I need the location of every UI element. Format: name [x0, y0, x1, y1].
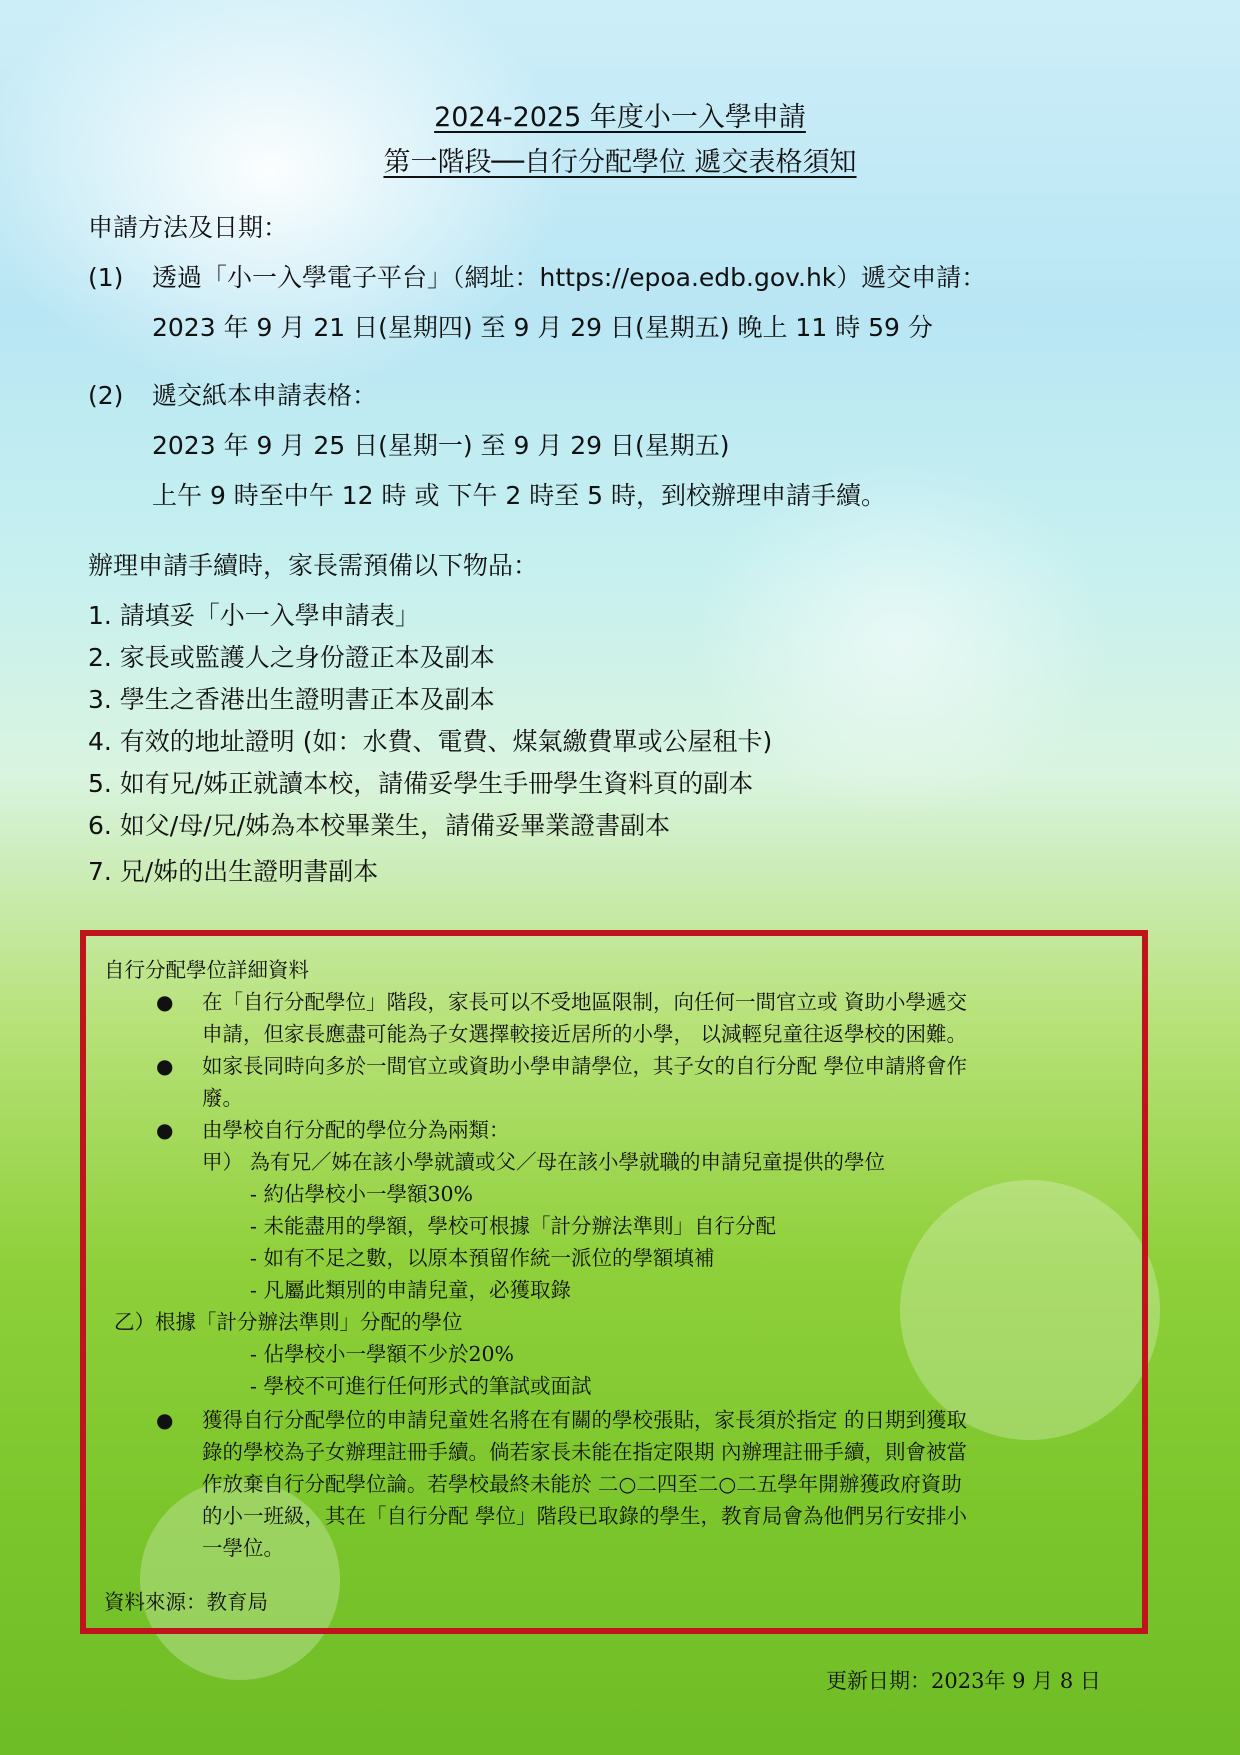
method-2-text: 遞交紙本申請表格：	[152, 381, 378, 410]
details-paragraph: 的小一班級，其在「自行分配 學位」階段已取錄的學生，教育局會為他們另行安排小	[202, 1504, 968, 1528]
method-2	[88, 376, 377, 412]
list-item: 4. 有效的地址證明 (如：水費、電費、煤氣繳費單或公屋租卡)	[88, 727, 773, 756]
list-item: 2. 家長或監護人之身份證正本及副本	[88, 643, 495, 672]
page-title: 2024-2025 年度小一入學申請	[434, 102, 806, 133]
category-a-item: - 約佔學校小一學額30%	[250, 1182, 474, 1206]
details-paragraph: 廢。	[202, 1086, 243, 1110]
list-item: 6. 如父/母/兄/姊為本校畢業生，請備妥畢業證書副本	[88, 811, 671, 840]
method-1-date: 2023 年 9 月 21 日(星期四) 至 9 月 29 日(星期五) 晚上 11 時 59 分	[152, 313, 933, 342]
category-a-item: - 如有不足之數，以原本預留作統一派位的學額填補	[250, 1246, 715, 1270]
category-b-item: - 學校不可進行任何形式的筆試或面試	[250, 1374, 592, 1398]
page-subtitle: 第一階段──自行分配學位 遞交表格須知	[383, 147, 857, 178]
details-paragraph: 錄的學校為子女辦理註冊手續。倘若家長未能在指定限期 內辦理註冊手續，則會被當	[202, 1440, 968, 1464]
method-1-number: (1)	[88, 263, 124, 292]
application-heading: 申請方法及日期：	[88, 213, 289, 242]
source-note: 資料來源：教育局	[104, 1590, 268, 1614]
method-1-text: 透過「小一入學電子平台」（網址：https://epoa.edb.gov.hk）遞交申請：	[152, 263, 987, 292]
bullet-icon: ●	[156, 1118, 174, 1142]
details-paragraph: 在「自行分配學位」階段，家長可以不受地區限制，向任何一間官立或 資助小學遞交	[202, 990, 968, 1014]
bullet-icon: ●	[156, 990, 174, 1014]
details-heading: 自行分配學位詳細資料	[104, 958, 309, 982]
list-item: 3. 學生之香港出生證明書正本及副本	[88, 685, 495, 714]
method-2-date: 2023 年 9 月 25 日(星期一) 至 9 月 29 日(星期五)	[152, 431, 730, 460]
update-date: 更新日期：2023年 9 月 8 日	[826, 1669, 1101, 1693]
list-item: 7. 兄/姊的出生證明書副本	[88, 857, 379, 886]
method-2-number: (2)	[88, 381, 124, 410]
details-paragraph: 如家長同時向多於一間官立或資助小學申請學位，其子女的自行分配 學位申請將會作	[202, 1054, 968, 1078]
category-a-title: 甲） 為有兄／姊在該小學就讀或父／母在該小學就職的申請兒童提供的學位	[202, 1150, 886, 1174]
details-box	[80, 930, 1148, 1634]
method-1	[88, 258, 986, 294]
category-a-item: - 未能盡用的學額，學校可根據「計分辦法準則」自行分配	[250, 1214, 776, 1238]
method-2-time: 上午 9 時至中午 12 時 或 下午 2 時至 5 時，到校辦理申請手續。	[152, 481, 886, 510]
details-paragraph: 作放棄自行分配學位論。若學校最終未能於 二○二四至二○二五學年開辦獲政府資助	[202, 1472, 962, 1496]
category-a-item: - 凡屬此類別的申請兒童，必獲取錄	[250, 1278, 571, 1302]
list-item: 1. 請填妥「小一入學申請表」	[88, 601, 420, 630]
category-b-title: 乙）根據「計分辦法準則」分配的學位	[114, 1310, 463, 1334]
details-paragraph: 一學位。	[202, 1536, 284, 1560]
bullet-icon: ●	[156, 1408, 174, 1432]
details-paragraph: 申請，但家長應盡可能為子女選擇較接近居所的小學， 以減輕兒童往返學校的困難。	[202, 1022, 968, 1046]
items-heading: 辦理申請手續時，家長需預備以下物品：	[88, 551, 539, 580]
details-paragraph: 獲得自行分配學位的申請兒童姓名將在有關的學校張貼，家長須於指定 的日期到獲取	[202, 1408, 968, 1432]
category-b-item: - 佔學校小一學額不少於20%	[250, 1342, 515, 1366]
bullet-icon: ●	[156, 1054, 174, 1078]
details-paragraph: 由學校自行分配的學位分為兩類：	[202, 1118, 510, 1142]
list-item: 5. 如有兄/姊正就讀本校，請備妥學生手冊學生資料頁的副本	[88, 769, 754, 798]
